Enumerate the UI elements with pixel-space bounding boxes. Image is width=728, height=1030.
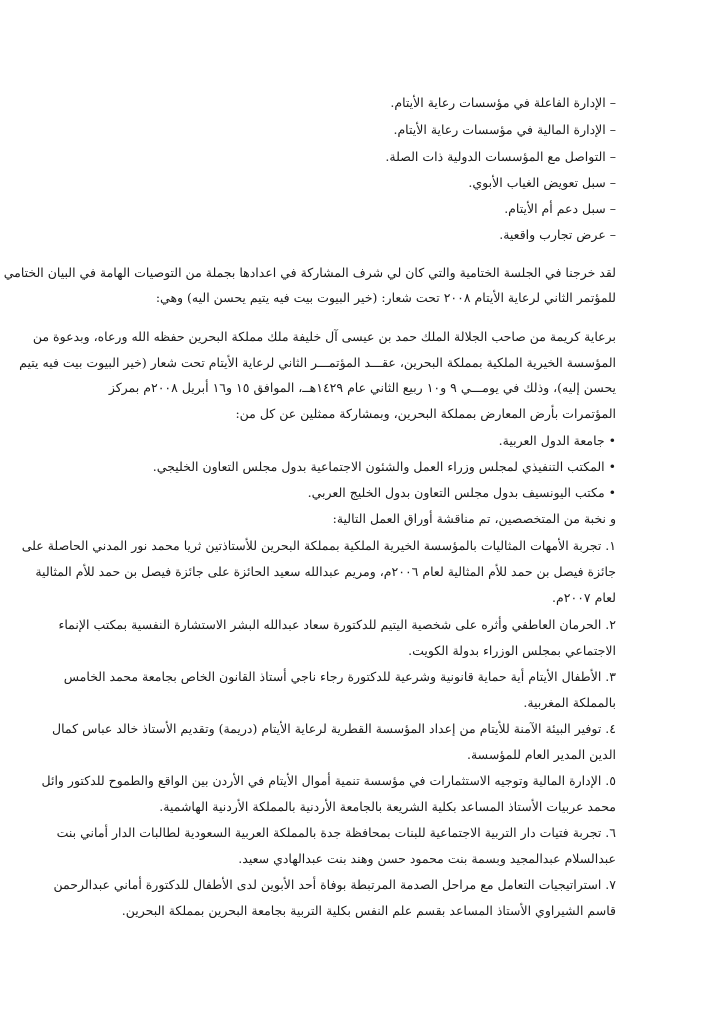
intro-list-item: – الإدارة المالية في مؤسسات رعاية الأيتام. (393, 122, 616, 137)
paper-line: الدين المدير العام للمؤسسة. (467, 747, 616, 762)
intro-list-item: – التواصل مع المؤسسات الدولية ذات الصلة. (385, 149, 616, 164)
paragraph-line: المؤسسة الخيرية الملكية بمملكة البحرين، عقـــد المؤتمـــر الثاني لرعاية الأيتام تحت شعار (خير البيوت بيت فيه يتيم (19, 355, 616, 370)
intro-list-item: – الإدارة الفاعلة في مؤسسات رعاية الأيتام. (390, 95, 616, 110)
paper-line: ١. تجربة الأمهات المثاليات بالمؤسسة الخيرية الملكية بمملكة البحرين للأستاذتين ثريا محمد نور المدني الحاصلة على (21, 538, 616, 553)
paper-line: عبدالسلام عبدالمجيد وبسمة بنت محمود حسن وهند بنت عبدالهادي سعيد. (238, 851, 616, 866)
paper-line: جائزة فيصل بن حمد للأم المثالية لعام ٢٠٠٦م، ومريم عبدالله سعيد الحائزة على جائزة فيصل بن حمد للأم المثالية (35, 564, 616, 579)
paragraph-line: يحسن إليه)، وذلك في يومـــي ٩ و١٠ ربيع الثاني عام ١٤٢٩هــ، الموافق ١٥ و١٦ أبريل ٢٠٠٨م بمركز (108, 380, 616, 395)
paper-line: ٤. توفير البيئة الآمنة للأيتام من إعداد المؤسسة القطرية لرعاية الأيتام (دريمة) وتقديم الأستاذ خالد عباس كمال (52, 721, 616, 736)
participant-item: • المكتب التنفيذي لمجلس وزراء العمل والشئون الاجتماعية بدول مجلس التعاون الخليجي. (152, 459, 616, 474)
paragraph-line: لقد خرجنا في الجلسة الختامية والتي كان لي شرف المشاركة في اعدادها بجملة من التوصيات الهامة في البيان الختامي (3, 265, 616, 280)
paper-line: ٣. الأطفال الأيتام أية حماية قانونية وشرعية للدكتورة رجاء ناجي أستاذ القانون الخاص بجامعة محمد الخامس (63, 669, 616, 684)
intro-list-item: – سبل تعويض الغياب الأبوي. (468, 175, 616, 190)
paper-line: بالمملكة المغربية. (523, 695, 616, 710)
paragraph-line: المؤتمرات بأرض المعارض بمملكة البحرين، وبمشاركة ممثلين عن كل من: (235, 406, 616, 421)
paper-line: ٢. الحرمان العاطفي وأثره على شخصية اليتيم للدكتورة سعاد عبدالله البشر الاستشارة النفسية بمكتب الإنماء (58, 617, 616, 632)
paragraph-line: برعاية كريمة من صاحب الجلالة الملك حمد بن عيسى آل خليفة ملك مملكة البحرين حفظه الله ورعاه، وبدعوة من (32, 329, 616, 344)
paper-line: الاجتماعي بمجلس الوزراء بدولة الكويت. (408, 643, 616, 658)
papers-intro: و نخبة من المتخصصين، تم مناقشة أوراق العمل التالية: (332, 511, 616, 526)
paper-line: ٦. تجربة فتيات دار التربية الاجتماعية للبنات بمحافظة جدة بالمملكة العربية السعودية لطالبات الدار أماني بنت (56, 825, 616, 840)
intro-list-item: – عرض تجارب واقعية. (499, 227, 616, 242)
paper-line: لعام ٢٠٠٧م. (552, 590, 616, 605)
paper-line: ٧. استراتيجيات التعامل مع مراحل الصدمة المرتبطة بوفاة أحد الأبوين لدى الأطفال للدكتورة أماني عبدالرحمن (53, 877, 616, 892)
paper-line: محمد عربيات الأستاذ المساعد بكلية الشريعة بالجامعة الأردنية بالمملكة الأردنية الهاشمية. (159, 799, 616, 814)
participant-item: • جامعة الدول العربية. (498, 433, 616, 448)
participant-item: • مكتب اليونسيف بدول مجلس التعاون بدول الخليج العربي. (307, 485, 616, 500)
paper-line: قاسم الشيراوي الأستاذ المساعد بقسم علم النفس بكلية التربية بجامعة البحرين بمملكة البحرين. (121, 903, 616, 918)
paper-line: ٥. الإدارة المالية وتوجيه الاستثمارات في مؤسسة تنمية أموال الأيتام في الأردن بين الواقع والطموح للدكتور وائل (41, 773, 616, 788)
intro-list-item: – سبل دعم أم الأيتام. (504, 201, 616, 216)
paragraph-line: للمؤتمر الثاني لرعاية الأيتام ٢٠٠٨ تحت شعار: (خير البيوت بيت فيه يتيم يحسن اليه) وهي: (155, 290, 616, 305)
